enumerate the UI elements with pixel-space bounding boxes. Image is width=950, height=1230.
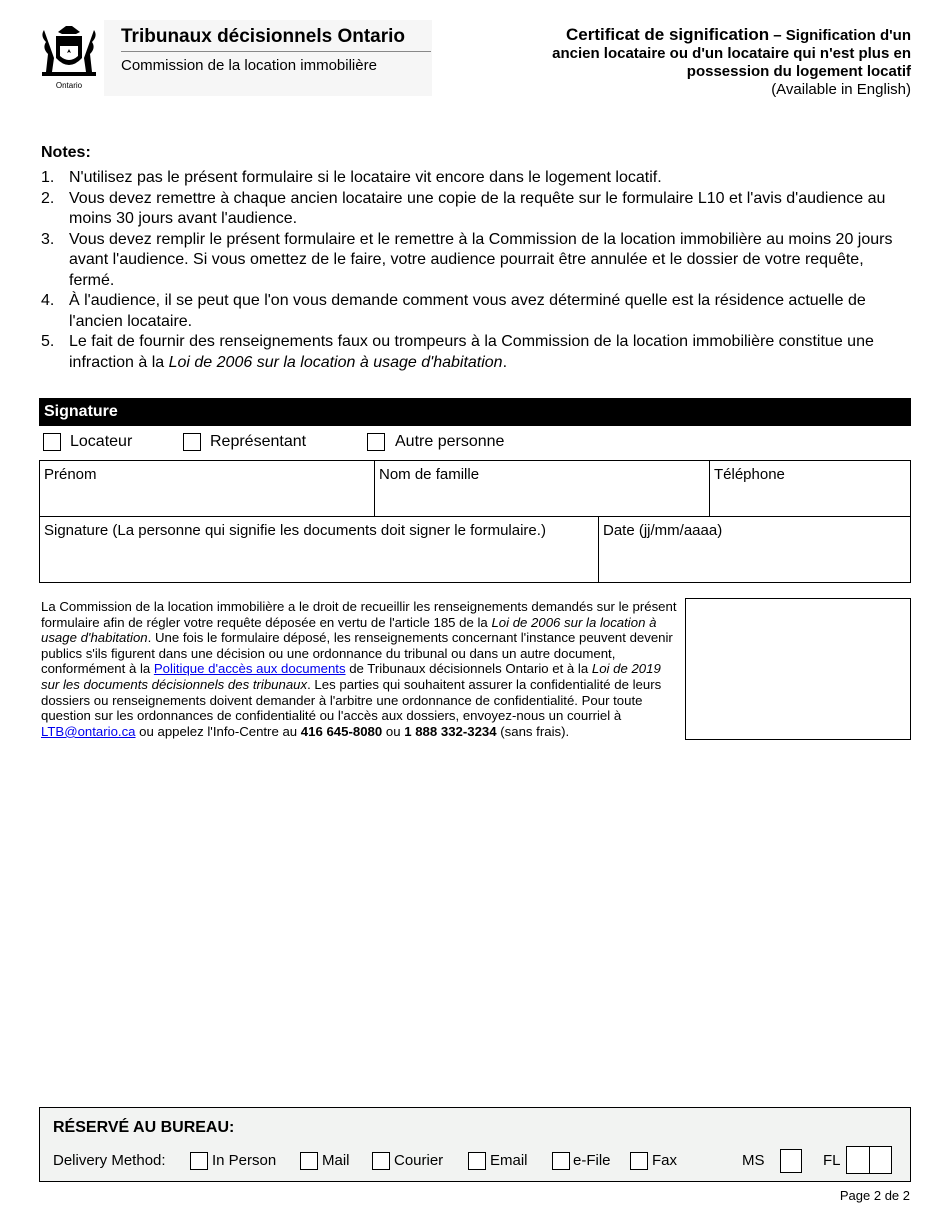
signature-section-header: Signature: [39, 398, 911, 426]
ontario-coat-of-arms-logo: [36, 22, 102, 92]
note-text: Vous devez remettre à chaque ancien locataire une copie de la requête sur le formulaire L10 et l'avis d'audience au moins 30 jours avant l'audience.: [69, 189, 886, 227]
note-number: 3.: [41, 230, 55, 248]
logo-caption: Ontario: [55, 81, 83, 90]
form-subtitle-line-1: ancien locataire ou d'un locataire qui n'est plus en: [552, 45, 911, 62]
note-text: N'utilisez pas le présent formulaire si le locataire vit encore dans le logement locatif.: [69, 169, 662, 186]
other-person-label: Autre personne: [395, 433, 505, 450]
note-item: [41, 189, 911, 230]
form-title-suffix: – Signification d'un: [769, 27, 911, 44]
note-number: 5.: [41, 333, 55, 350]
signature-fields-table: [39, 460, 911, 583]
form-title: Certificat de signification: [566, 25, 770, 44]
fax-checkbox[interactable]: [630, 1152, 648, 1170]
note-item: [41, 230, 911, 292]
access-policy-link[interactable]: Politique d'accès aux documents: [153, 661, 346, 677]
note-text: Le fait de fournir des renseignements faux ou trompeurs à la Commission de la location immobilière constitue une infraction à la: [69, 333, 874, 371]
privacy-text: ou: [382, 723, 405, 739]
note-item: [41, 332, 911, 373]
office-use-title: RÉSERVÉ AU BUREAU:: [53, 1119, 235, 1136]
email-label: Email: [490, 1152, 528, 1169]
act-title: Loi de 2006 sur la location à usage d'habitation: [41, 614, 657, 646]
representative-label: Représentant: [210, 433, 307, 450]
act-title: Loi de 2019 sur les documents décisionnels des tribunaux: [41, 661, 661, 692]
email-link[interactable]: LTB@ontario.ca: [41, 723, 136, 739]
in-person-label: In Person: [212, 1152, 277, 1169]
note-number: 1.: [41, 169, 55, 186]
column-divider: [709, 461, 710, 516]
fl-label: FL: [823, 1152, 841, 1169]
other-person-checkbox[interactable]: [367, 433, 385, 451]
note-item: [41, 168, 911, 189]
note-number: 2.: [41, 189, 55, 207]
date-label: Date (jj/mm/aaaa): [603, 522, 723, 539]
landlord-label: Locateur: [70, 433, 133, 450]
column-divider: [598, 516, 599, 582]
privacy-text: . Les parties qui souhaitent assurer la confidentialité de leurs dossiers ou renseignements doivent demander à l'arbitre une ordonnance de confidentialité. Pour toute question sur les ordonnances de confidentialité ou l'accès aux dossiers, envoyez-nous un courriel à: [41, 676, 662, 724]
phone-number: 416 645-8080: [300, 723, 383, 739]
email-checkbox[interactable]: [468, 1152, 486, 1170]
act-title: Loi de 2006 sur la location à usage d'habitation: [168, 353, 503, 371]
in-person-checkbox[interactable]: [190, 1152, 208, 1170]
ms-field[interactable]: [780, 1149, 802, 1173]
ms-label: MS: [742, 1152, 765, 1169]
privacy-notice: [41, 599, 681, 739]
blank-box: [685, 598, 911, 740]
efile-checkbox[interactable]: [552, 1152, 570, 1170]
phone-field[interactable]: [710, 461, 910, 516]
mail-label: Mail: [322, 1152, 350, 1169]
toll-free-number: 1 888 332-3234: [404, 723, 497, 739]
form-subtitle-line-2: possession du logement locatif: [686, 63, 911, 80]
courier-checkbox[interactable]: [372, 1152, 390, 1170]
privacy-text: (sans frais).: [496, 723, 570, 739]
fax-label: Fax: [652, 1152, 678, 1169]
first-name-field[interactable]: [40, 461, 374, 516]
note-item: [41, 291, 911, 332]
privacy-text: de Tribunaux décisionnels Ontario et à la: [345, 661, 592, 677]
column-divider: [374, 461, 375, 516]
notes-list: [41, 168, 911, 373]
organization-name: Tribunaux décisionnels Ontario: [121, 26, 405, 47]
note-text: Vous devez remplir le présent formulaire et le remettre à la Commission de la location immobilière au moins 20 jours avant l'audience. Si vous omettez de le faire, votre audience pourrait être annulée et le dossier de votre requête, fermé.: [69, 230, 893, 289]
efile-label: e-File: [573, 1152, 611, 1169]
landlord-checkbox[interactable]: [43, 433, 61, 451]
courier-label: Courier: [394, 1152, 444, 1169]
signature-label: Signature (La personne qui signifie les documents doit signer le formulaire.): [44, 522, 546, 539]
representative-checkbox[interactable]: [183, 433, 201, 451]
language-availability: (Available in English): [771, 81, 911, 98]
privacy-text: . Une fois le formulaire déposé, les renseignements concernant l'instance peuvent devenir publics s'ils figurent dans une décision ou une ordonnance du tribunal ou dans un autre document, conformément à la: [41, 630, 673, 677]
page-number: Page 2 de 2: [839, 1188, 910, 1203]
date-field[interactable]: [599, 517, 910, 582]
phone-label: Téléphone: [714, 466, 785, 483]
delivery-method-label: Delivery Method:: [53, 1152, 166, 1169]
row-divider: [40, 516, 910, 517]
fl-field-divider: [869, 1146, 870, 1174]
signature-field[interactable]: [40, 517, 598, 582]
divider: [121, 51, 431, 52]
note-number: 4.: [41, 292, 55, 309]
privacy-text: La Commission de la location immobilière a le droit de recueillir les renseignements demandés sur le présent formulaire afin de régler votre requête déposée en vertu de l'article 185 de la: [41, 599, 677, 630]
privacy-text: ou appelez l'Info-Centre au: [135, 723, 301, 739]
form-header: [481, 26, 911, 99]
first-name-label: Prénom: [44, 466, 97, 483]
last-name-field[interactable]: [375, 461, 709, 516]
notes-title: Notes:: [41, 144, 91, 161]
mail-checkbox[interactable]: [300, 1152, 318, 1170]
board-name: Commission de la location immobilière: [121, 57, 377, 74]
note-end: .: [502, 353, 508, 371]
note-text: À l'audience, il se peut que l'on vous demande comment vous avez déterminé quelle est la résidence actuelle de l'ancien locataire.: [69, 292, 866, 330]
last-name-label: Nom de famille: [379, 466, 480, 483]
